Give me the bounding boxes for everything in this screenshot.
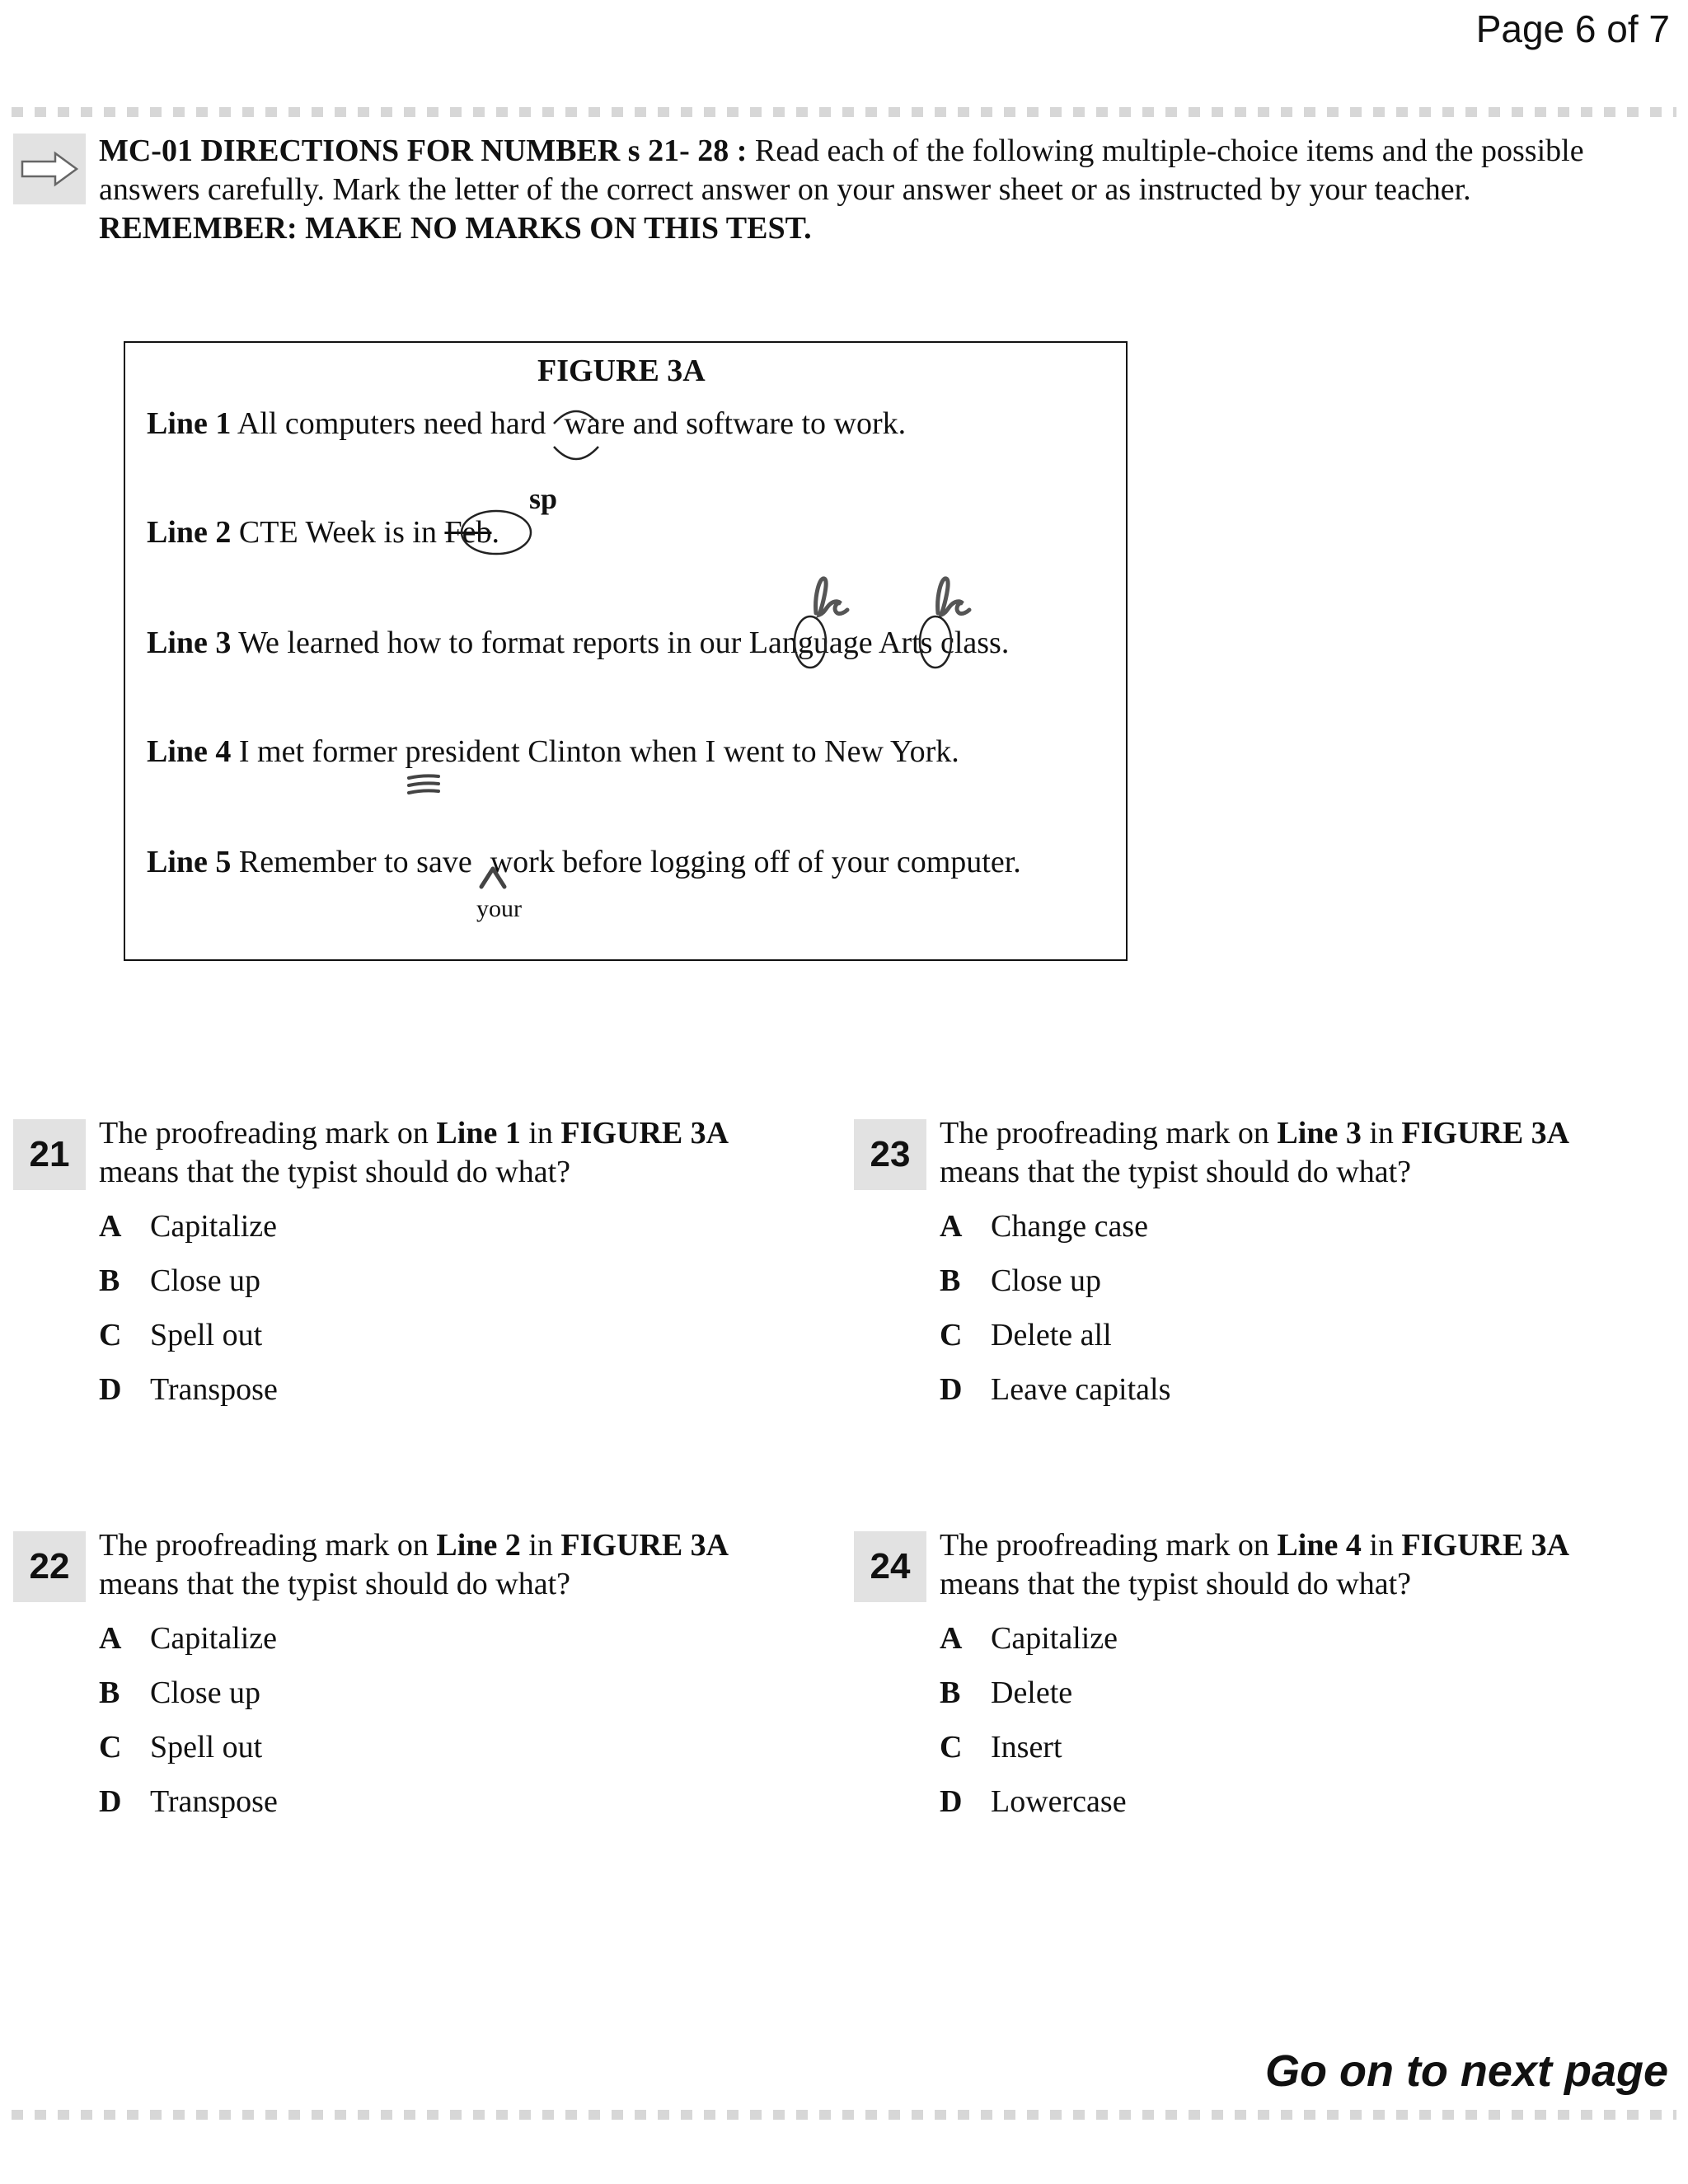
option-22-d[interactable] — [99, 1783, 278, 1820]
directions-arrow-box — [13, 134, 86, 204]
option-letter: B — [940, 1263, 961, 1298]
caret-insert-icon — [478, 862, 508, 890]
stem-text: in — [520, 1528, 561, 1563]
option-23-d[interactable] — [940, 1371, 1170, 1408]
question-22-stem — [99, 1526, 824, 1604]
option-text: Delete all — [991, 1318, 1112, 1352]
page-number: Page 6 of 7 — [1475, 7, 1670, 50]
line-text-a: Remember to save — [238, 845, 472, 879]
stem-figure-ref: FIGURE 3A — [560, 1528, 729, 1563]
question-22 — [13, 1531, 86, 1602]
bottom-divider — [12, 2110, 1676, 2120]
directions-body: Read each of the following multiple-choice items and the possible answers carefully. Mark the letter of the correct answer on your answer sheet or as instructed by your teacher. — [99, 134, 1584, 207]
directions-code: MC-01 DIRECTIONS FOR NUMBER s 21- 28 : — [99, 134, 748, 168]
option-22-c[interactable] — [99, 1729, 262, 1765]
stem-text: The proofreading mark on — [99, 1116, 437, 1151]
option-22-a[interactable] — [99, 1620, 277, 1657]
option-24-d[interactable] — [940, 1783, 1127, 1820]
circled-letter-L: L — [748, 626, 768, 660]
option-text: Close up — [150, 1263, 261, 1298]
option-24-c[interactable] — [940, 1729, 1062, 1765]
stem-figure-ref: FIGURE 3A — [560, 1116, 729, 1151]
line-label: Line 1 — [147, 406, 232, 441]
stem-text: in — [1361, 1116, 1402, 1151]
line-text-a: CTE Week is in — [238, 515, 445, 550]
line-text-b: work before logging off of your computer. — [490, 845, 1021, 879]
insert-word: your — [476, 895, 522, 922]
option-text: Capitalize — [991, 1621, 1118, 1656]
option-letter: A — [99, 1209, 122, 1244]
option-letter: C — [940, 1318, 963, 1352]
figure-line-5 — [147, 844, 1021, 880]
line-text-a: I met former — [238, 734, 406, 769]
stem-text: in — [520, 1116, 561, 1151]
option-21-c[interactable] — [99, 1317, 262, 1353]
stem-text: The proofreading mark on — [99, 1528, 437, 1563]
stem-line-ref: Line 3 — [1277, 1116, 1362, 1151]
go-on-to-next-page: Go on to next page — [1264, 2046, 1668, 2096]
option-letter: C — [940, 1730, 963, 1765]
option-24-b[interactable] — [940, 1675, 1072, 1711]
top-divider — [12, 107, 1676, 117]
option-letter: B — [99, 1675, 120, 1710]
option-text: Insert — [991, 1730, 1062, 1765]
option-23-b[interactable] — [940, 1263, 1101, 1299]
circled-letter-A: A — [879, 626, 902, 660]
line-text-a: We learned how to format reports in our — [238, 626, 749, 660]
line-label: Line 3 — [147, 626, 232, 660]
line-text-c: rts class. — [901, 626, 1010, 660]
option-21-d[interactable] — [99, 1371, 278, 1408]
figure-3a-box — [124, 341, 1128, 961]
directions-remember: REMEMBER: MAKE NO MARKS ON THIS TEST. — [99, 211, 812, 246]
option-21-a[interactable] — [99, 1208, 277, 1244]
option-text: Delete — [991, 1675, 1073, 1710]
line-text-abbrev: Feb — [444, 515, 492, 550]
option-letter: A — [940, 1209, 963, 1244]
option-24-a[interactable] — [940, 1620, 1118, 1657]
line-text-b: resident Clinton when I went to New York. — [420, 734, 959, 769]
option-letter: A — [99, 1621, 122, 1656]
line-label: Line 5 — [147, 845, 232, 879]
stem-figure-ref: FIGURE 3A — [1401, 1528, 1570, 1563]
option-letter: C — [99, 1730, 122, 1765]
figure-line-4 — [147, 733, 959, 770]
figure-line-3 — [147, 625, 1009, 661]
option-text: Lowercase — [991, 1784, 1127, 1819]
question-24-stem — [940, 1526, 1665, 1604]
line-label: Line 2 — [147, 515, 232, 550]
directions-text — [99, 132, 1648, 248]
option-letter: B — [940, 1675, 961, 1710]
option-22-b[interactable] — [99, 1675, 260, 1711]
question-number: 23 — [854, 1119, 926, 1190]
option-text: Transpose — [150, 1372, 278, 1407]
stem-text: means that the typist should do what? — [940, 1155, 1412, 1189]
stem-text: means that the typist should do what? — [99, 1567, 571, 1601]
option-text: Spell out — [150, 1318, 263, 1352]
figure-line-2 — [147, 514, 499, 551]
question-23-stem — [940, 1114, 1665, 1192]
figure-title: FIGURE 3A — [537, 354, 706, 388]
question-number: 24 — [854, 1531, 926, 1602]
option-letter: A — [940, 1621, 963, 1656]
circle-mark-icon — [791, 613, 829, 671]
line-text-a: All computers need hard — [237, 406, 546, 441]
stem-text: means that the typist should do what? — [99, 1155, 571, 1189]
option-letter: D — [99, 1784, 122, 1819]
stem-line-ref: Line 4 — [1277, 1528, 1362, 1563]
question-number: 21 — [13, 1119, 86, 1190]
circle-mark-icon — [917, 613, 954, 671]
question-24 — [854, 1531, 926, 1602]
option-23-c[interactable] — [940, 1317, 1112, 1353]
line-label: Line 4 — [147, 734, 232, 769]
question-number: 22 — [13, 1531, 86, 1602]
option-text: Leave capitals — [991, 1372, 1171, 1407]
figure-line-1 — [147, 405, 906, 442]
option-text: Capitalize — [150, 1621, 278, 1656]
stem-text: in — [1361, 1528, 1402, 1563]
question-23 — [854, 1119, 926, 1190]
option-text: Change case — [991, 1209, 1148, 1244]
option-letter: C — [99, 1318, 122, 1352]
spell-out-mark: sp — [529, 482, 558, 515]
stem-line-ref: Line 1 — [436, 1116, 521, 1151]
option-text: Close up — [991, 1263, 1102, 1298]
option-21-b[interactable] — [99, 1263, 260, 1299]
option-letter: D — [99, 1372, 122, 1407]
option-letter: B — [99, 1263, 120, 1298]
marked-letter-p: p — [405, 734, 421, 769]
option-23-a[interactable] — [940, 1208, 1148, 1244]
question-21 — [13, 1119, 86, 1190]
line-text-b: ware and software to work. — [564, 406, 907, 441]
option-text: Transpose — [150, 1784, 278, 1819]
option-letter: D — [940, 1372, 963, 1407]
stem-line-ref: Line 2 — [436, 1528, 521, 1563]
stem-text: The proofreading mark on — [940, 1528, 1278, 1563]
stem-figure-ref: FIGURE 3A — [1401, 1116, 1570, 1151]
close-up-mark-icon — [549, 396, 603, 475]
circle-mark-icon — [457, 504, 536, 560]
stem-text: means that the typist should do what? — [940, 1567, 1412, 1601]
line-text-c: . — [491, 515, 499, 550]
option-text: Close up — [150, 1675, 261, 1710]
triple-underline-capitalize-icon — [406, 771, 442, 799]
option-text: Spell out — [150, 1730, 263, 1765]
question-21-stem — [99, 1114, 824, 1192]
right-arrow-icon — [19, 148, 80, 190]
stem-text: The proofreading mark on — [940, 1116, 1278, 1151]
option-text: Capitalize — [150, 1209, 278, 1244]
option-letter: D — [940, 1784, 963, 1819]
line-text-b: anguage — [767, 626, 879, 660]
